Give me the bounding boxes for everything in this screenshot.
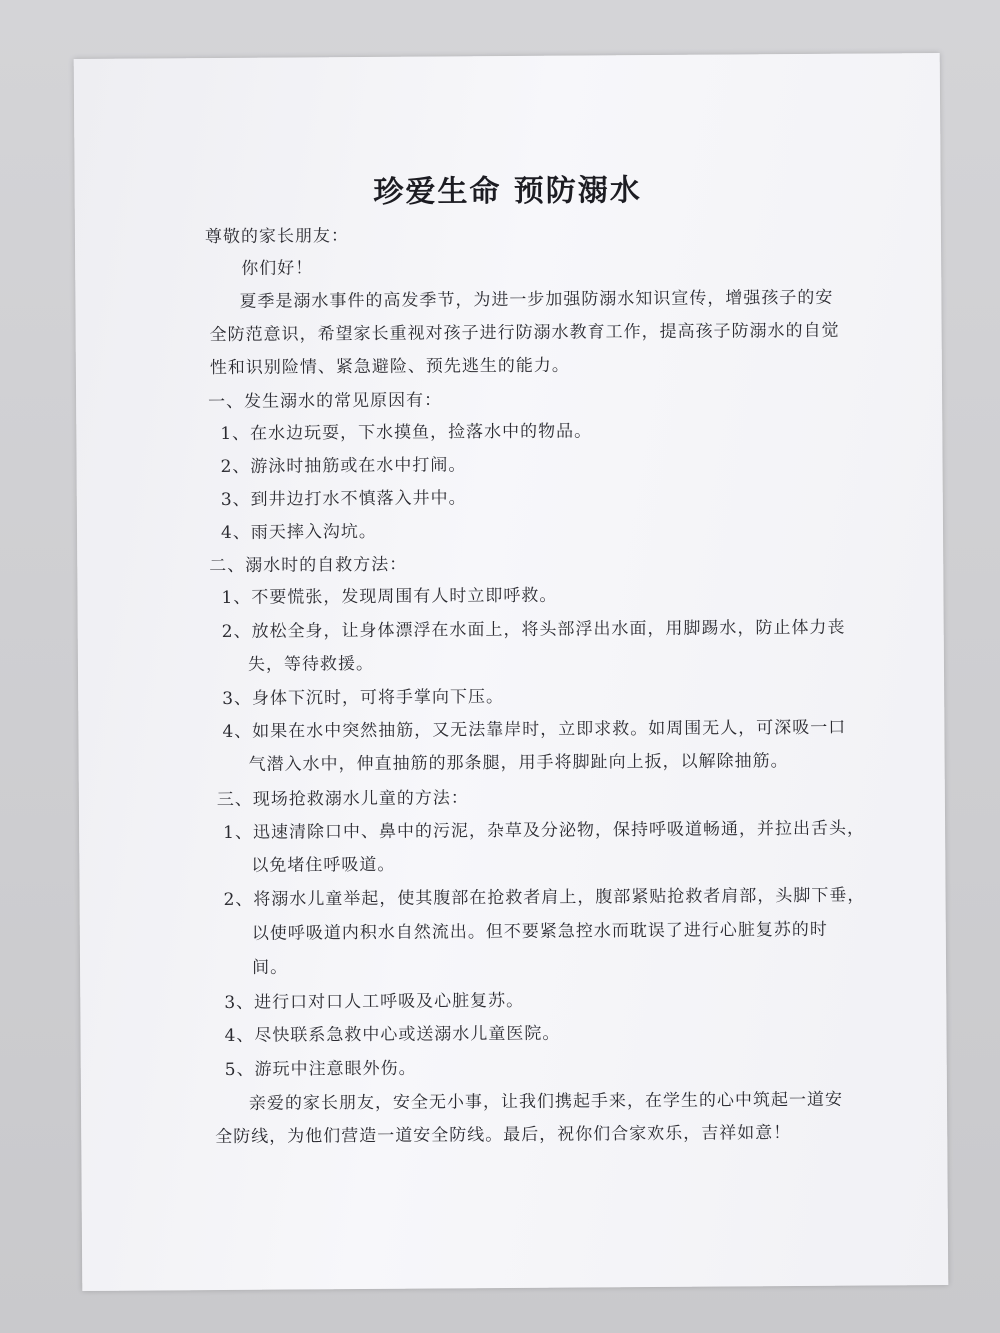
section-heading: 一、发生溺水的常见原因有： [208,390,443,413]
list-item: 4、雨天摔入沟坑。 [220,521,377,544]
list-item-continuation: 以使呼吸道内积水自然流出。但不要紧急控水而耽误了进行心脏复苏的时 [251,919,828,944]
list-item-continuation: 失，等待救援。 [247,653,375,675]
list-item: 3、身体下沉时，可将手掌向下压。 [222,687,505,710]
list-item: 2、将溺水儿童举起，使其腹部在抢救者肩上，腹部紧贴抢救者肩部，头脚下垂， [223,885,866,911]
section-heading: 三、现场抢救溺水儿童的方法： [216,788,469,811]
list-item: 1、迅速清除口中、鼻中的污泥，杂草及分泌物，保持呼吸道畅通，并拉出舌头， [223,818,865,844]
salutation: 尊敬的家长朋友： [204,226,350,248]
paper-sheet [74,53,949,1291]
list-item: 4、如果在水中突然抽筋，又无法靠岸时，立即求救。如周围无人，可深吸一口 [222,717,847,743]
list-item-continuation: 间。 [251,957,289,978]
list-item: 5、游玩中注意眼外伤。 [224,1058,417,1081]
intro-line: 性和识别险情、紧急避险、预先逃生的能力。 [209,355,570,379]
list-item: 2、游泳时抽筋或在水中打闹。 [220,455,467,478]
list-item: 1、在水边玩耍，下水摸鱼，捡落水中的物品。 [220,421,593,445]
list-item: 3、到井边打水不慎落入井中。 [220,488,467,511]
closing-line: 全防线，为他们营造一道安全防线。最后，祝你们合家欢乐，吉祥如意！ [215,1123,792,1148]
list-item: 2、放松全身，让身体漂浮在水面上，将头部浮出水面，用脚踢水，防止体力丧 [221,617,846,643]
list-item: 4、尽快联系急救中心或送溺水儿童医院。 [224,1023,561,1047]
intro-line: 夏季是溺水事件的高发季节，为进一步加强防溺水知识宣传，增强孩子的安 [239,287,834,312]
list-item: 3、进行口对口人工呼吸及心脏复苏。 [224,990,525,1014]
greeting: 你们好！ [241,258,314,279]
closing-line: 亲爱的家长朋友，安全无小事，让我们携起手来，在学生的心中筑起一道安 [248,1089,844,1114]
list-item-continuation: 以免堵住呼吸道。 [251,854,396,876]
section-heading: 二、溺水时的自救方法： [209,554,408,577]
document-title: 珍爱生命 预防溺水 [373,173,642,210]
notice-document [74,53,949,1291]
list-item: 1、不要慌张，发现周围有人时立即呼救。 [221,585,558,609]
list-item-continuation: 气潜入水中，伸直抽筋的那条腿，用手将脚趾向上扳，以解除抽筋。 [248,751,789,775]
intro-line: 全防范意识，希望家长重视对孩子进行防溺水教育工作，提高孩子防溺水的自觉 [209,320,840,346]
